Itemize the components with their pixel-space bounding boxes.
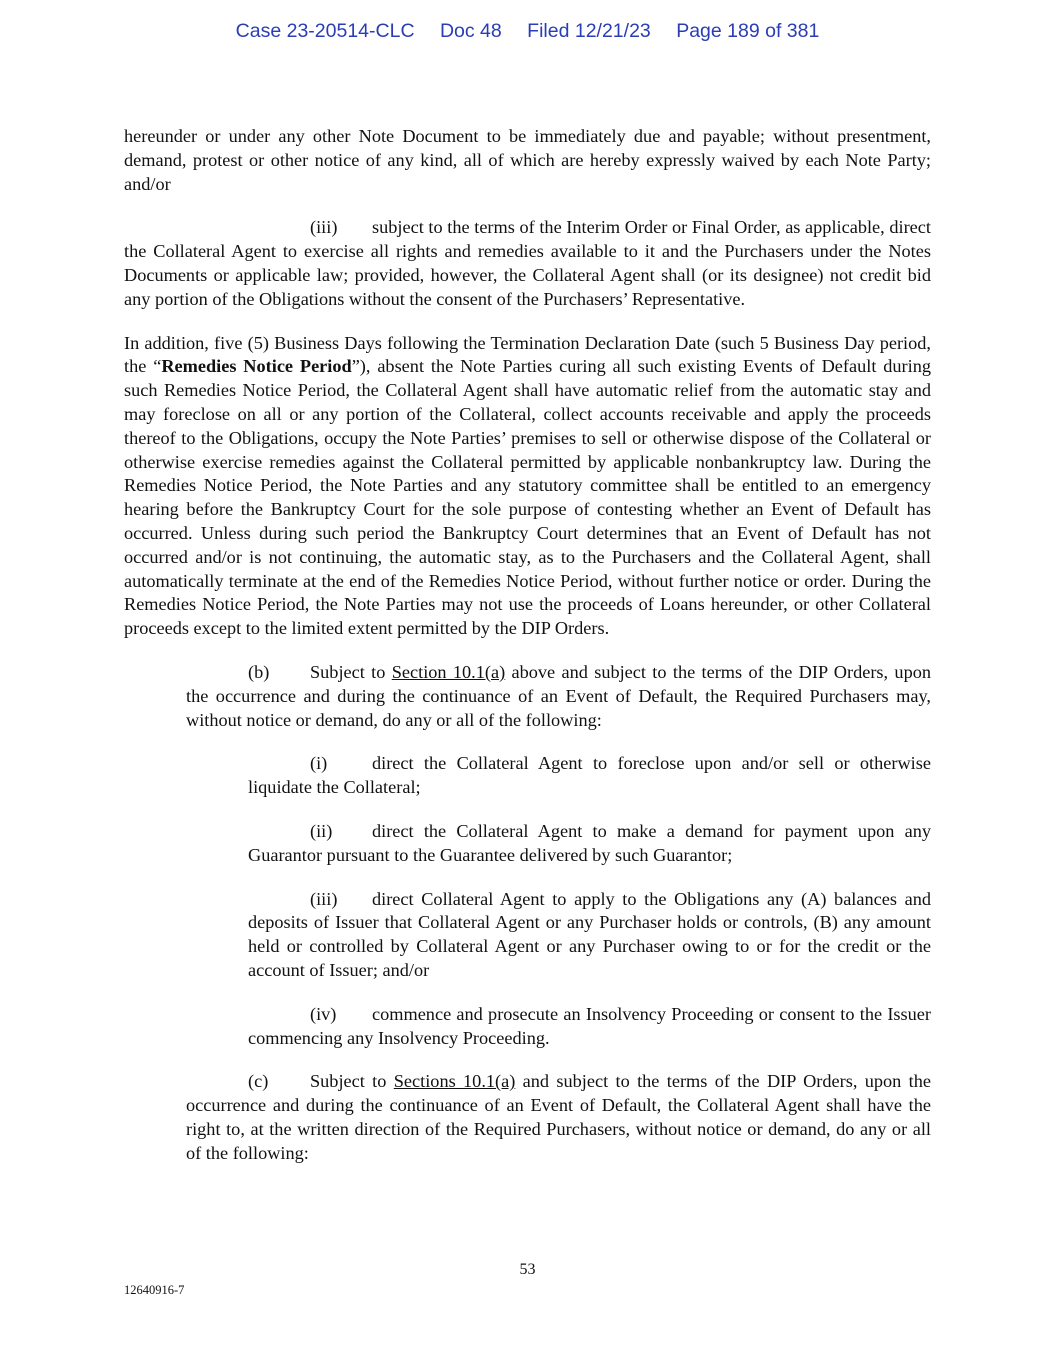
list-item [248,752,931,800]
page-of-total: Page 189 of 381 [676,20,820,42]
paragraph-text: Subject to [310,1071,394,1092]
item-label: (iii) [310,888,338,909]
section-label: (b) [248,661,270,682]
remedies-notice-paragraph [124,332,931,641]
section-c-paragraph [186,1070,931,1165]
list-item [248,1003,931,1051]
page-number: 53 [519,1261,536,1278]
item-text: direct the Collateral Agent to foreclose upon and/or sell or otherwise liquidate the Collateral; [248,753,931,798]
section-b-paragraph [186,661,931,732]
clause-text: subject to the terms of the Interim Order or Final Order, as applicable, direct the Collateral Agent to exercise all rights and remedies available to it and the Purchasers under the Notes Documents or applicable law; provided, however, the Collateral Agent shall (or its designee) not credit bid any portion of the Obligations without the consent of the Purchasers’ Representative. [124,217,931,309]
court-filing-header [0,20,1055,43]
item-text: commence and prosecute an Insolvency Proceeding or consent to the Issuer commencing any Insolvency Proceeding. [248,1003,931,1048]
item-text: direct the Collateral Agent to make a demand for payment upon any Guarantor pursuant to the Guarantee delivered by such Guarantor; [248,820,931,865]
defined-term: Remedies Notice Period [161,356,352,377]
item-label: (i) [310,753,328,774]
paragraph-text: Subject to [310,661,392,682]
paragraph-text: and subject to the terms of the DIP Orders, upon the occurrence and during the continuance of an Event of Default, the Collateral Agent shall have the right to, at the written direction of the Required Purchasers, without notice or demand, do any or all of the following: [186,1071,931,1163]
item-label: (ii) [310,820,333,841]
clause-iii-paragraph [124,216,931,311]
section-reference: Sections 10.1(a) [393,1071,516,1092]
paragraph-text: In addition, five (5) Business Days following the Termination Declaration Date (such 5 Business Day period, the “ [124,332,931,377]
doc-number: Doc 48 [439,20,502,42]
section-label: (c) [248,1071,269,1092]
document-body [124,125,931,1165]
filed-date: Filed 12/21/23 [527,20,651,42]
document-id: 12640916-7 [124,1283,185,1297]
case-number: Case 23-20514-CLC [235,20,415,42]
clause-label: (iii) [310,217,338,238]
item-text: direct Collateral Agent to apply to the Obligations any (A) balances and deposits of Issuer that Collateral Agent or any Purchaser holds or controls, (B) any amount held or controlled by Collateral Agent or any Purchaser owing to or for the credit or the account of Issuer; and/or [248,888,931,980]
continuation-paragraph: hereunder or under any other Note Document to be immediately due and payable; without presentment, demand, protest or other notice of any kind, all of which are hereby expressly waived by each Note Party; and/or [124,126,931,194]
paragraph-text: above and subject to the terms of the DIP Orders, upon the occurrence and during the continuance of an Event of Default, the Required Purchasers may, without notice or demand, do any or all of the following: [186,661,931,730]
paragraph-text: ”), absent the Note Parties curing all such existing Events of Default during such Remedies Notice Period, the Collateral Agent shall have automatic relief from the automatic stay and may foreclose on all or any portion of the Collateral, collect accounts receivable and apply the proceeds thereof to the Obligations, occupy the Note Parties’ premises to sell or otherwise dispose of the Collateral or otherwise exercise remedies against the Collateral permitted by applicable nonbankruptcy law. During the Remedies Notice Period, the Note Parties and any statutory committee shall be entitled to an emergency hearing before the Bankruptcy Court for the sole purpose of contesting whether an Event of Default has occurred. Unless during such period the Bankruptcy Court determines that an Event of Default has not occurred and/or is not continuing, the automatic stay, as to the Purchasers and the Collateral Agent, shall automatically terminate at the end of the Remedies Notice Period, without further notice or order. During the Remedies Notice Period, the Note Parties may not use the proceeds of Loans hereunder, or other Collateral proceeds except to the limited extent permitted by the DIP Orders. [124,356,931,639]
list-item [248,888,931,983]
list-item [248,820,931,868]
section-reference: Section 10.1(a) [391,661,506,682]
item-label: (iv) [310,1003,337,1024]
